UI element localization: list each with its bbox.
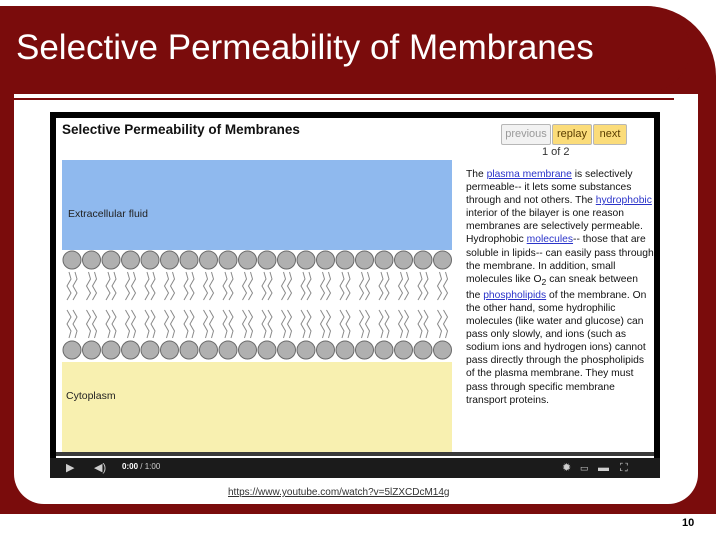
video-frame[interactable]	[56, 118, 654, 458]
description-text	[466, 168, 654, 407]
phospholipid-head	[239, 341, 257, 359]
extracellular-region	[62, 160, 452, 250]
phospholipid-head	[278, 251, 296, 269]
video-player[interactable]	[50, 112, 660, 478]
page-counter: 1 of 2	[542, 146, 570, 158]
phospholipid-head	[258, 251, 276, 269]
phospholipid-head	[63, 341, 81, 359]
settings-icon[interactable]: ✹	[562, 462, 572, 474]
phospholipid-head	[83, 251, 101, 269]
current-time: 0:00	[122, 462, 139, 471]
phospholipid-head	[356, 341, 374, 359]
phospholipid-head	[239, 251, 257, 269]
phospholipid-head	[122, 341, 140, 359]
captions-icon[interactable]: ▭	[580, 463, 589, 473]
phospholipid-head	[219, 251, 237, 269]
desc-text: of the membrane. On the other hand, some hydrophilic molecules (like water and glucose) can pass only slowly, and ions (such as sodium ions and hydrogen ions) cannot pass directly through the phospholipids of the plasma membrane. They must pass through specific membrane transport proteins.	[466, 289, 647, 406]
replay-button[interactable]: replay	[552, 124, 592, 145]
phospholipid-head	[434, 341, 452, 359]
phospholipid-head	[161, 251, 179, 269]
fullscreen-icon[interactable]: ⛶	[620, 462, 628, 474]
next-button[interactable]: next	[593, 124, 627, 145]
phospholipid-head	[317, 341, 335, 359]
phospholipid-head	[395, 341, 413, 359]
slide-title: Selective Permeability of Membranes	[16, 28, 594, 67]
phospholipid-head	[297, 341, 315, 359]
previous-button[interactable]: previous	[501, 124, 551, 145]
theater-icon[interactable]: ▬	[598, 462, 609, 474]
title-underline	[14, 98, 674, 100]
phospholipid-head	[141, 341, 159, 359]
molecules-link[interactable]: molecules	[526, 234, 574, 246]
phospholipid-head	[375, 251, 393, 269]
volume-icon[interactable]: ◀)	[94, 462, 107, 474]
progress-bar[interactable]	[56, 452, 654, 456]
phospholipid-head	[200, 251, 218, 269]
phospholipid-head	[122, 251, 140, 269]
cytoplasm-region	[62, 362, 452, 456]
desc-text: -- those that are soluble in lipids-- can easily pass through the membrane. In addition, small molecules like O	[466, 234, 654, 285]
phospholipid-head	[297, 251, 315, 269]
phospholipid-head	[336, 341, 354, 359]
membrane-diagram	[62, 160, 452, 456]
phospholipid-head	[102, 251, 120, 269]
phospholipid-head	[180, 341, 198, 359]
phospholipid-head	[200, 341, 218, 359]
cytoplasm-label: Cytoplasm	[66, 390, 116, 402]
desc-text: The	[466, 169, 487, 180]
phospholipid-head	[258, 341, 276, 359]
phospholipid-head	[414, 341, 432, 359]
extracellular-label: Extracellular fluid	[68, 208, 148, 220]
phospholipid-head	[63, 251, 81, 269]
phospholipid-head	[141, 251, 159, 269]
membrane-region	[62, 250, 452, 362]
desc-text: can sneak between the	[466, 273, 638, 301]
phospholipid-head	[317, 251, 335, 269]
phospholipid-head	[375, 341, 393, 359]
video-heading: Selective Permeability of Membranes	[62, 122, 300, 137]
source-url[interactable]: https://www.youtube.com/watch?v=5lZXCDcM14g	[228, 487, 450, 498]
phospholipid-head	[336, 251, 354, 269]
desc-text: is selectively permeable-- it lets some substances through and not others. The	[466, 169, 633, 207]
hydrophobic-link[interactable]: hydrophobic	[595, 195, 652, 207]
page-number: 10	[682, 517, 695, 529]
player-controls	[50, 458, 660, 478]
phospholipid-head	[278, 341, 296, 359]
phospholipid-head	[102, 341, 120, 359]
phospholipid-head	[434, 251, 452, 269]
time-display	[122, 462, 160, 471]
subscript: 2	[541, 276, 547, 287]
phospholipids-link[interactable]: phospholipids	[483, 289, 547, 301]
phospholipid-head	[356, 251, 374, 269]
duration: / 1:00	[140, 462, 161, 471]
phospholipid-head	[83, 341, 101, 359]
desc-text: interior of the bilayer is one reason membranes are selectively permeable. Hydrophobic	[466, 208, 643, 246]
phospholipid-head	[219, 341, 237, 359]
phospholipid-head	[414, 251, 432, 269]
phospholipid-head	[161, 341, 179, 359]
plasma-membrane-link[interactable]: plasma membrane	[486, 169, 572, 180]
play-icon[interactable]: ▶	[66, 462, 75, 474]
phospholipid-head	[395, 251, 413, 269]
phospholipid-head	[180, 251, 198, 269]
